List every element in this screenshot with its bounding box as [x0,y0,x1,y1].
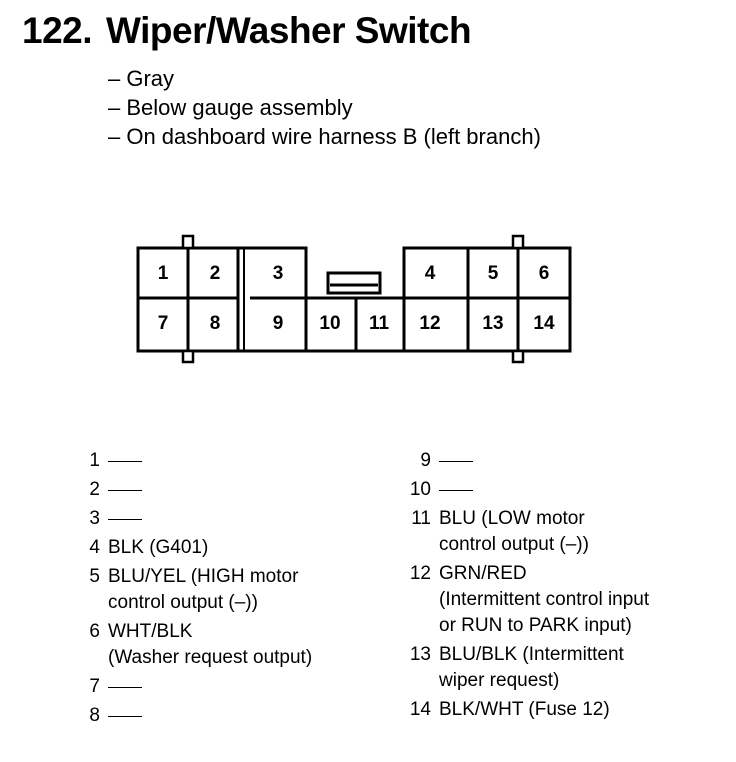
pin-label-4: 4 [424,263,436,284]
pin-number: 5 [89,566,100,587]
pin-label-6: 6 [538,263,550,284]
pin-entry-10 [409,477,649,503]
pin-label-10: 10 [319,313,341,334]
pin-label-2: 2 [209,263,221,284]
pin-number: 1 [89,450,100,471]
description-location: – Below gauge assembly [108,95,353,120]
pin-wire-description: WHT/BLK [108,621,193,642]
pin-wire-description: BLU (LOW motor [439,508,585,529]
pin-number: 7 [89,676,100,697]
pin-entry-8 [89,703,312,729]
pin-list-left [89,448,313,729]
pin-label-14: 14 [533,313,555,334]
unused-pin-dash [108,687,142,688]
unused-pin-dash [108,716,142,717]
pin-entry-9 [420,448,649,474]
pin-wire-description: BLK (G401) [108,537,209,558]
pin-entry-1 [89,448,312,474]
lock-tab [328,273,380,293]
pin-number: 4 [89,537,100,558]
pin-entry-11 [411,506,649,558]
pin-wire-description: or RUN to PARK input) [439,615,632,636]
pin-entry-12 [409,561,650,639]
pin-entry-6 [89,619,313,671]
pin-label-13: 13 [482,313,504,334]
pin-wire-description: (Washer request output) [108,647,313,668]
pin-list-right [409,448,650,723]
pin-number: 13 [409,644,431,665]
pin-number: 11 [411,508,431,529]
pin-number: 12 [409,563,431,584]
pin-label-1: 1 [157,263,169,284]
pin-entry-3 [89,506,312,532]
unused-pin-dash [439,461,473,462]
pin-number: 9 [420,450,431,471]
pin-entry-4 [89,535,312,561]
pin-wire-description: GRN/RED [439,563,527,584]
pin-entry-5 [89,564,312,616]
pin-wire-description: BLU/YEL (HIGH motor [108,566,299,587]
pin-label-9: 9 [272,313,284,334]
pin-label-8: 8 [209,313,221,334]
pin-label-5: 5 [487,263,499,284]
pin-label-7: 7 [157,313,169,334]
pin-number: 2 [89,479,100,500]
pin-wire-description: control output (–)) [108,592,258,613]
unused-pin-dash [108,461,142,462]
pin-number: 8 [89,705,100,726]
description-harness: – On dashboard wire harness B (left branch) [108,124,541,149]
pin-wire-description: wiper request) [439,670,560,691]
pin-entry-7 [89,674,312,700]
pin-entry-13 [409,642,649,694]
pin-wire-description: (Intermittent control input [439,589,650,610]
unused-pin-dash [439,490,473,491]
unused-pin-dash [108,490,142,491]
pin-number: 14 [409,699,431,720]
pin-wire-description: BLK/WHT (Fuse 12) [439,699,610,720]
section-number: 122. [22,10,93,51]
pin-label-12: 12 [419,313,441,334]
description-color: – Gray [108,66,175,91]
pin-entry-2 [89,477,312,503]
pin-label-3: 3 [272,263,284,284]
pin-label-11: 11 [368,313,390,334]
pin-wire-description: control output (–)) [439,534,589,555]
pin-number: 3 [89,508,100,529]
pin-number: 10 [409,479,431,500]
pin-wire-description: BLU/BLK (Intermittent [439,644,624,665]
unused-pin-dash [108,519,142,520]
section-title: Wiper/Washer Switch [106,10,472,51]
pin-number: 6 [89,621,100,642]
pin-entry-14 [409,697,649,723]
